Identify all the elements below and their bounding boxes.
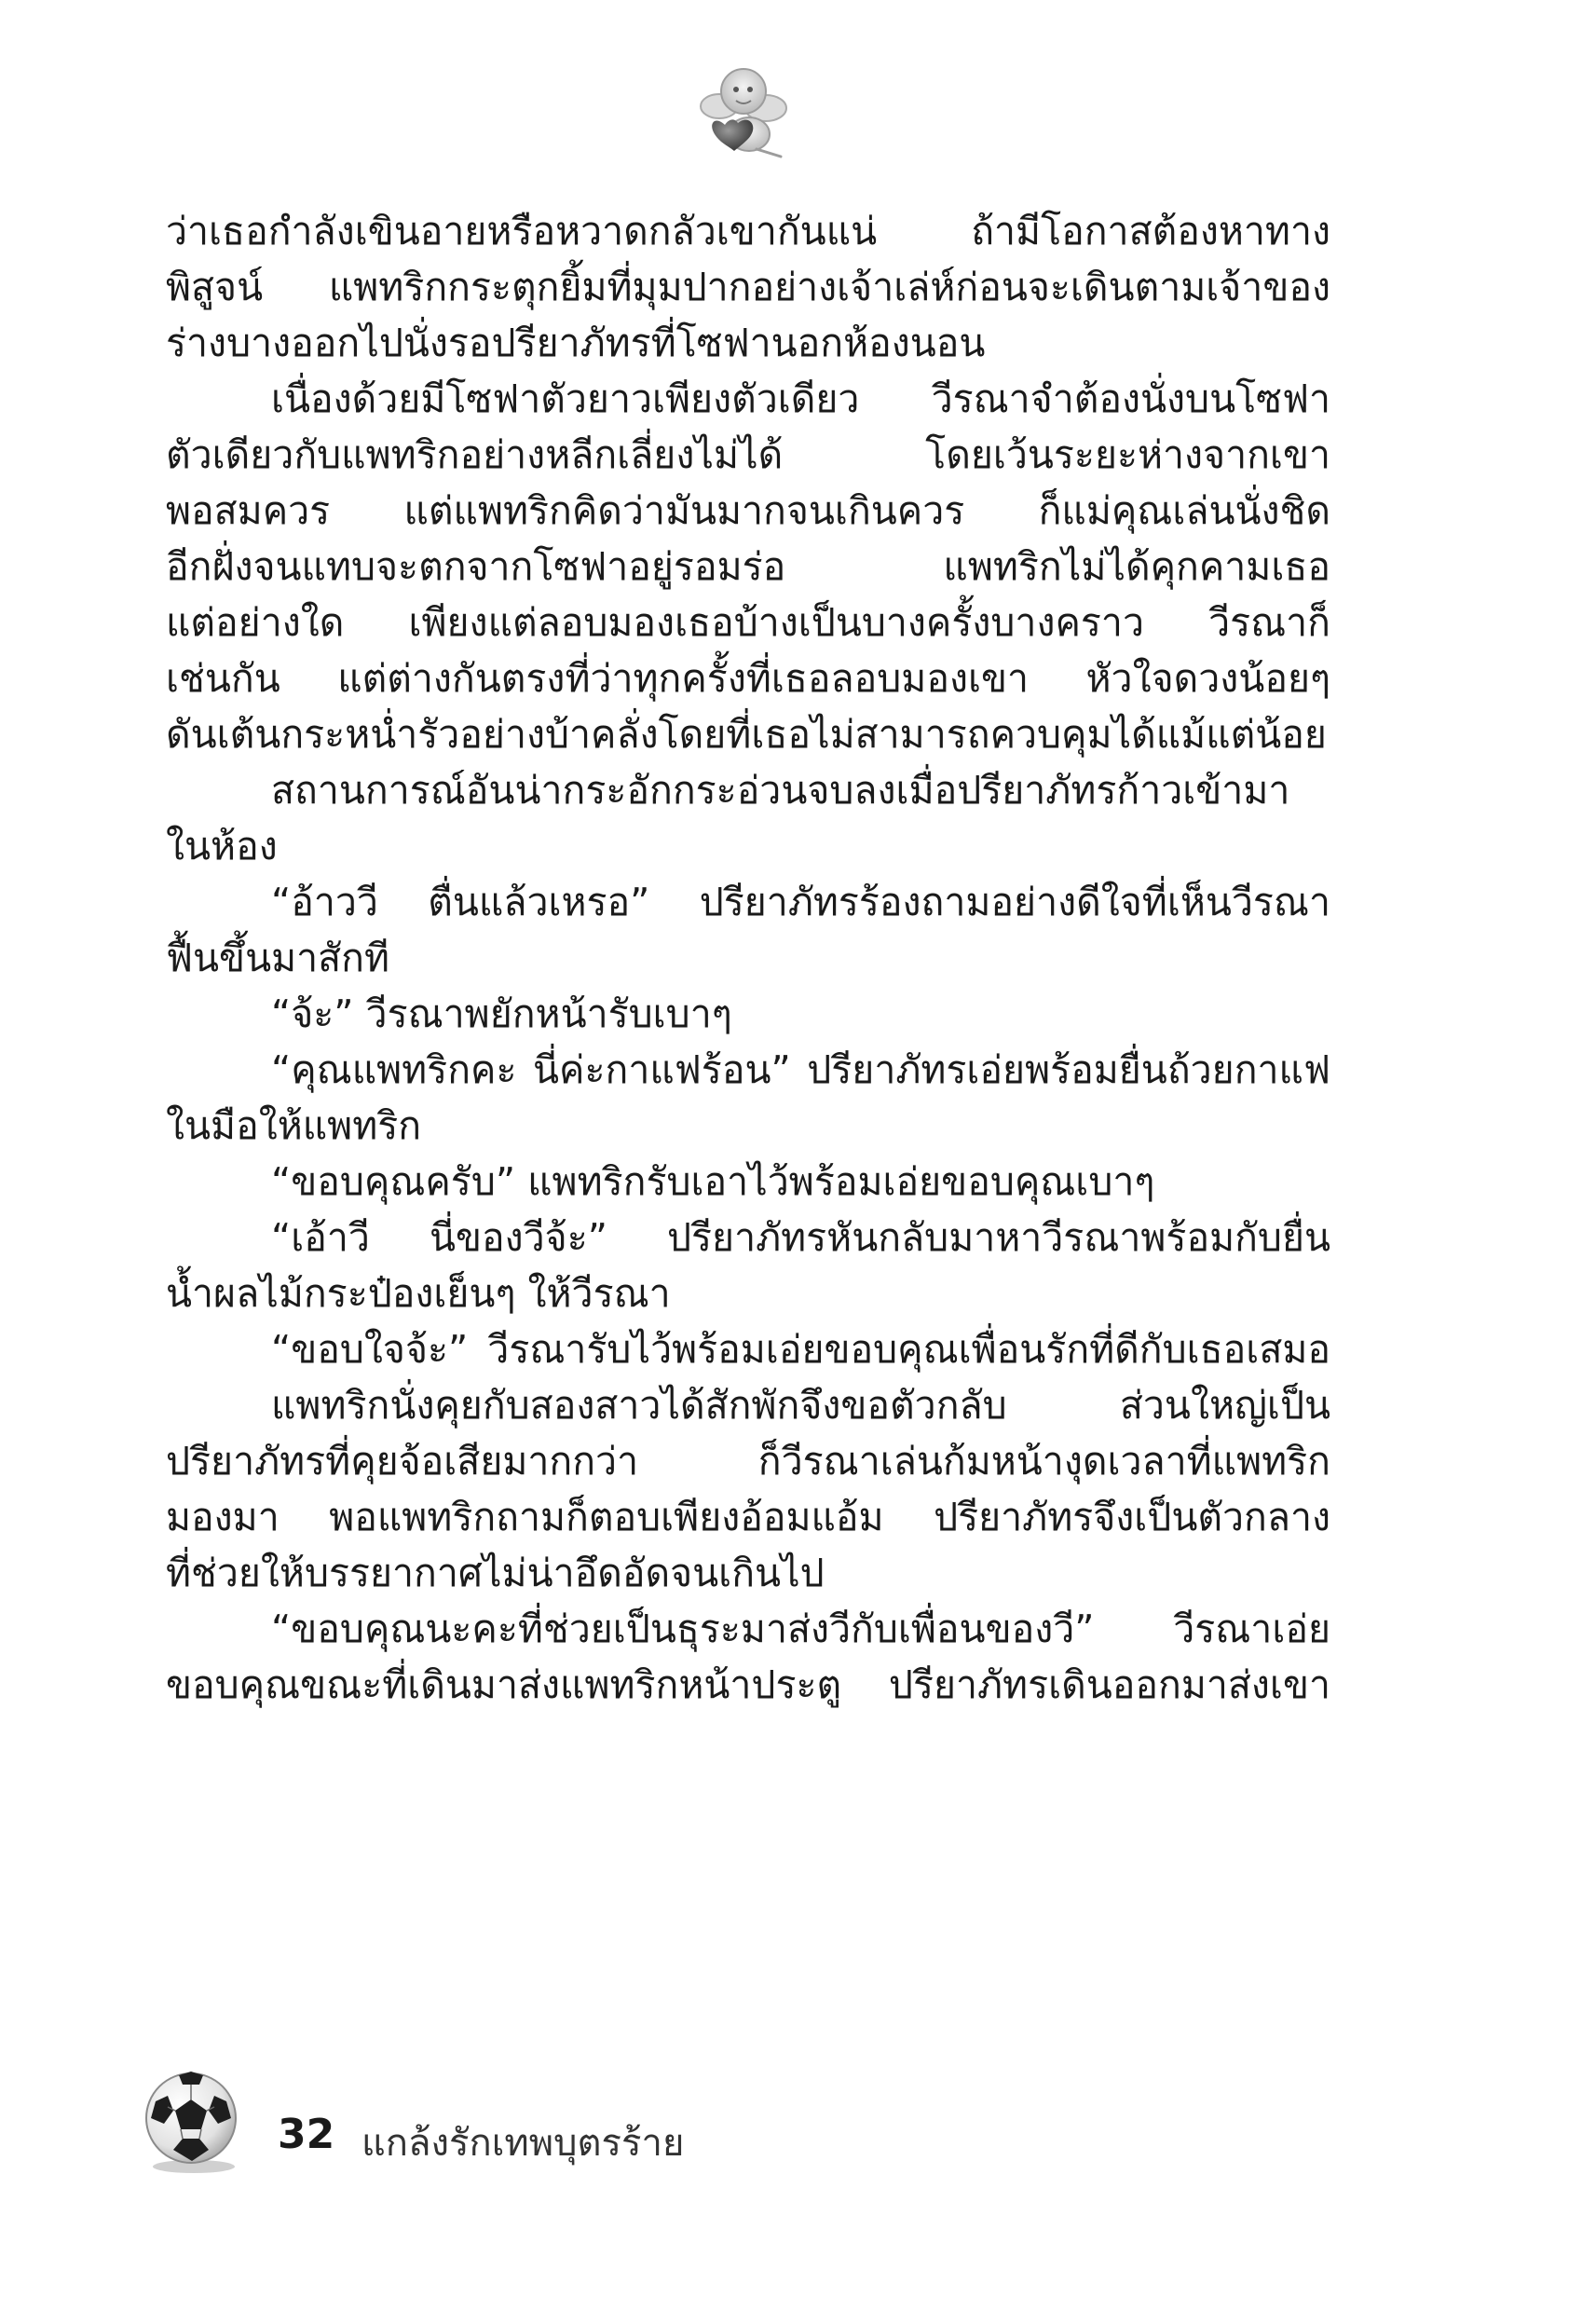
text-line: พอสมควร แต่แพทริกคิดว่ามันมากจนเกินควร ก็แม่คุณเล่นนั่งชิด bbox=[166, 488, 1330, 533]
cupid-with-heart-icon bbox=[691, 60, 794, 162]
text-line: เช่นกัน แต่ต่างกันตรงที่ว่าทุกครั้งที่เธอลอบมองเขา หัวใจดวงน้อยๆ bbox=[166, 656, 1330, 701]
text-line: แพทริกนั่งคุยกับสองสาวได้สักพักจึงขอตัวกลับ ส่วนใหญ่เป็น bbox=[271, 1383, 1330, 1428]
text-line: น้ำผลไม้กระป๋องเย็นๆ ให้วีรณา bbox=[166, 1271, 671, 1316]
text-line: “ขอบคุณนะคะที่ช่วยเป็นธุระมาส่งวีกับเพื่อนของวี” วีรณาเอ่ย bbox=[271, 1607, 1330, 1651]
text-line: “ขอบคุณครับ” แพทริกรับเอาไว้พร้อมเอ่ยขอบคุณเบาๆ bbox=[271, 1159, 1155, 1204]
text-line: ร่างบางออกไปนั่งรอปรียาภัทรที่โซฟานอกห้องนอน bbox=[166, 321, 986, 365]
text-line: “เอ้าวี นี่ของวีจ้ะ” ปรียาภัทรหันกลับมาหาวีรณาพร้อมกับยื่น bbox=[271, 1215, 1330, 1260]
text-line: ว่าเธอกำลังเขินอายหรือหวาดกลัวเขากันแน่ ถ้ามีโอกาสต้องหาทาง bbox=[166, 209, 1330, 253]
body-text bbox=[166, 203, 1330, 1713]
text-line: “จ้ะ” วีรณาพยักหน้ารับเบาๆ bbox=[271, 991, 732, 1036]
text-line: ในห้อง bbox=[166, 824, 278, 868]
text-line: มองมา พอแพทริกถามก็ตอบเพียงอ้อมแอ้ม ปรียาภัทรจึงเป็นตัวกลาง bbox=[166, 1495, 1330, 1539]
text-line: ดันเต้นกระหน่ำรัวอย่างบ้าคลั่งโดยที่เธอไม่สามารถควบคุมได้แม้แต่น้อย bbox=[166, 712, 1327, 757]
text-line: สถานการณ์อันน่ากระอักกระอ่วนจบลงเมื่อปรียาภัทรก้าวเข้ามา bbox=[271, 768, 1290, 813]
text-line: “ขอบใจจ้ะ” วีรณารับไว้พร้อมเอ่ยขอบคุณเพื่อนรักที่ดีกับเธอเสมอ bbox=[271, 1327, 1330, 1372]
text-line: ในมือให้แพทริก bbox=[166, 1103, 422, 1148]
text-line: เนื่องด้วยมีโซฟาตัวยาวเพียงตัวเดียว วีรณาจำต้องนั่งบนโซฟา bbox=[271, 376, 1330, 421]
text-line: อีกฝั่งจนแทบจะตกจากโซฟาอยู่รอมร่อ แพทริกไม่ได้คุกคามเธอ bbox=[166, 544, 1330, 589]
soccer-ball-icon bbox=[140, 2064, 242, 2176]
text-line: ขอบคุณขณะที่เดินมาส่งแพทริกหน้าประตู ปรียาภัทรเดินออกมาส่งเขา bbox=[166, 1662, 1330, 1707]
text-line: “คุณแพทริกคะ นี่ค่ะกาแฟร้อน” ปรียาภัทรเอ่ยพร้อมยื่นถ้วยกาแฟ bbox=[271, 1047, 1330, 1092]
text-line: “อ้าววี ตื่นแล้วเหรอ” ปรียาภัทรร้องถามอย่างดีใจที่เห็นวีรณา bbox=[271, 880, 1330, 924]
text-line: ที่ช่วยให้บรรยากาศไม่น่าอึดอัดจนเกินไป bbox=[166, 1551, 825, 1595]
page-footer bbox=[140, 2064, 978, 2195]
text-line: ตัวเดียวกับแพทริกอย่างหลีกเลี่ยงไม่ได้ โดยเว้นระยะห่างจากเขา bbox=[166, 432, 1330, 477]
text-line: ปรียาภัทรที่คุยจ้อเสียมากกว่า ก็วีรณาเล่นก้มหน้างุดเวลาที่แพทริก bbox=[166, 1439, 1330, 1484]
text-line: แต่อย่างใด เพียงแต่ลอบมองเธอบ้างเป็นบางครั้งบางคราว วีรณาก็ bbox=[166, 600, 1330, 645]
page-number: 32 bbox=[278, 2111, 335, 2158]
text-line: ฟื้นขึ้นมาสักที bbox=[166, 936, 390, 980]
book-title: แกล้งรักเทพบุตรร้าย bbox=[361, 2122, 685, 2165]
text-line: พิสูจน์ แพทริกกระตุกยิ้มที่มุมปากอย่างเจ้าเล่ห์ก่อนจะเดินตามเจ้าของ bbox=[166, 265, 1330, 309]
